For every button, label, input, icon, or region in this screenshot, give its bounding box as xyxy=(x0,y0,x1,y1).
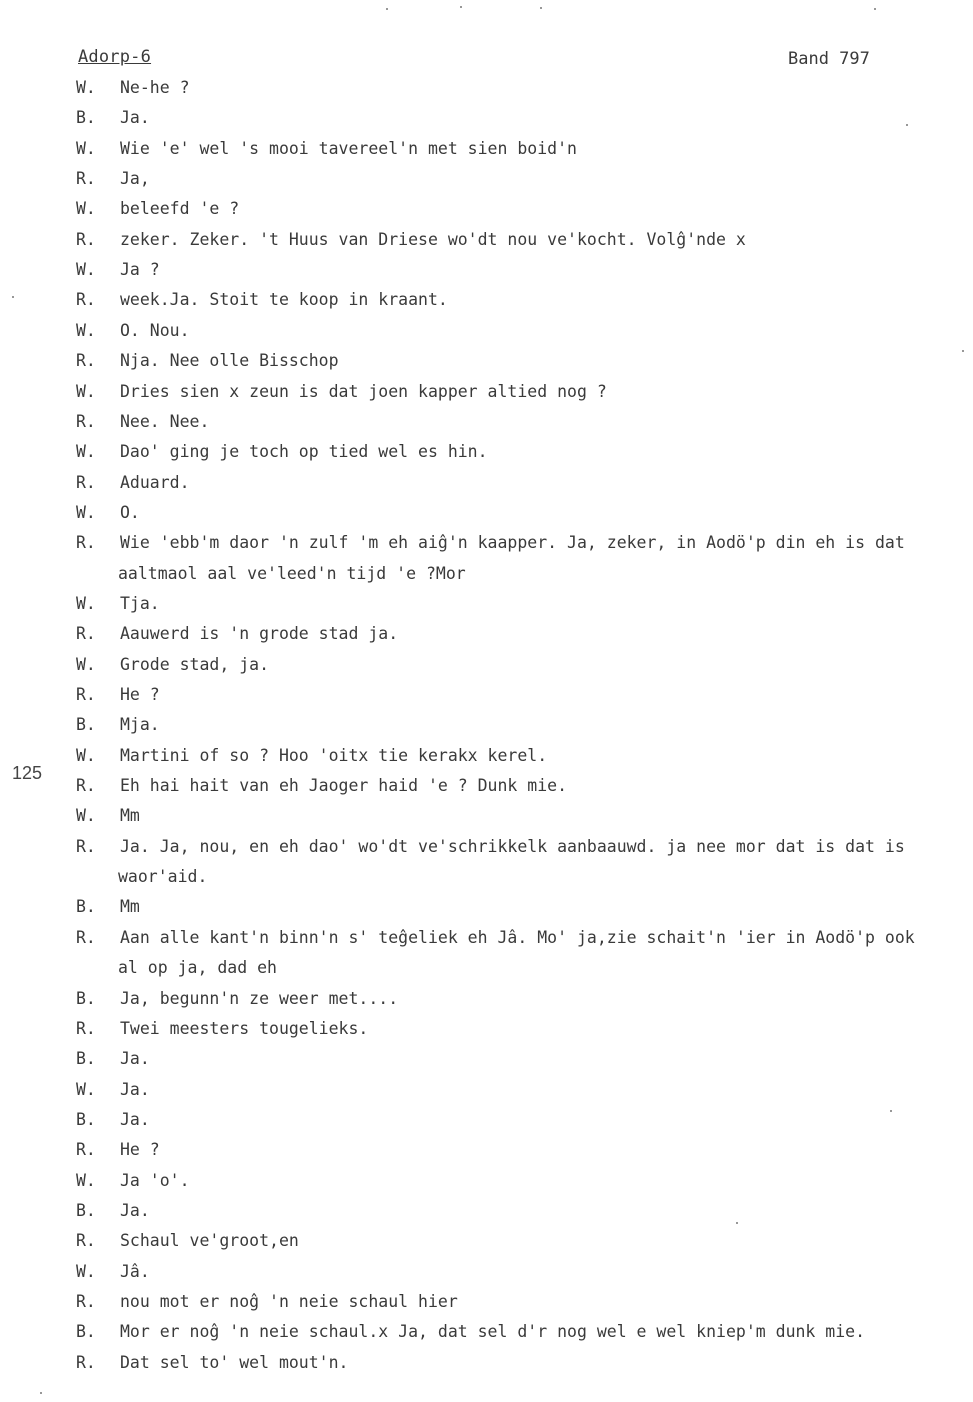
dialogue-line xyxy=(0,926,973,950)
scan-speck xyxy=(40,1392,42,1394)
speaker-label: R. xyxy=(76,928,96,947)
dialogue-line xyxy=(0,744,973,768)
dialogue-line xyxy=(0,440,973,464)
utterance-text: Mor er noĝ 'n neie schaul.x Ja, dat sel d'r nog wel e wel kniep'm dunk mie. xyxy=(120,1322,866,1341)
speaker-label: W. xyxy=(76,1262,96,1281)
speaker-label: B. xyxy=(76,1049,96,1068)
dialogue-line xyxy=(0,1260,973,1284)
dialogue-line xyxy=(0,531,973,555)
speaker-label: W. xyxy=(76,442,96,461)
utterance-text: Mm xyxy=(120,897,140,916)
utterance-text: week.Ja. Stoit te koop in kraant. xyxy=(120,290,448,309)
scan-speck xyxy=(736,1222,738,1224)
dialogue-line xyxy=(0,501,973,525)
dialogue-line xyxy=(0,1290,973,1314)
scan-speck xyxy=(874,8,876,10)
dialogue-line xyxy=(0,1017,973,1041)
speaker-label: R. xyxy=(76,230,96,249)
speaker-label: B. xyxy=(76,108,96,127)
utterance-text: Grode stad, ja. xyxy=(120,655,270,674)
scan-speck xyxy=(460,6,462,8)
dialogue-continuation xyxy=(0,956,973,980)
utterance-text: Ja. xyxy=(120,108,150,127)
speaker-label: R. xyxy=(76,1353,96,1372)
utterance-text: Aduard. xyxy=(120,473,190,492)
speaker-label: B. xyxy=(76,897,96,916)
dialogue-continuation xyxy=(0,865,973,889)
dialogue-line xyxy=(0,895,973,919)
utterance-text: zeker. Zeker. 't Huus van Driese wo'dt nou ve'kocht. Volĝ'nde x xyxy=(120,230,746,249)
speaker-label: W. xyxy=(76,746,96,765)
dialogue-line xyxy=(0,774,973,798)
speaker-label: W. xyxy=(76,594,96,613)
utterance-text: waor'aid. xyxy=(118,867,208,886)
speaker-label: W. xyxy=(76,655,96,674)
utterance-text: Ja ? xyxy=(120,260,160,279)
utterance-text: Wie 'ebb'm daor 'n zulf 'm eh aiĝ'n kaapper. Ja, zeker, in Aodö'p din eh is dat xyxy=(120,533,905,552)
utterance-text: Nja. Nee olle Bisschop xyxy=(120,351,339,370)
utterance-text: O. Nou. xyxy=(120,321,190,340)
utterance-text: Jâ. xyxy=(120,1262,150,1281)
speaker-label: R. xyxy=(76,290,96,309)
dialogue-line xyxy=(0,622,973,646)
dialogue-line xyxy=(0,653,973,677)
scan-speck xyxy=(962,350,964,352)
speaker-label: W. xyxy=(76,503,96,522)
speaker-label: W. xyxy=(76,1080,96,1099)
utterance-text: Eh hai hait van eh Jaoger haid 'e ? Dunk mie. xyxy=(120,776,568,795)
utterance-text: Ja, xyxy=(120,169,150,188)
utterance-text: aaltmaol aal ve'leed'n tijd 'e ?Mor xyxy=(118,564,466,583)
dialogue-line xyxy=(0,76,973,100)
dialogue-line xyxy=(0,471,973,495)
speaker-label: W. xyxy=(76,78,96,97)
dialogue-line xyxy=(0,1199,973,1223)
utterance-text: He ? xyxy=(120,685,160,704)
utterance-text: He ? xyxy=(120,1140,160,1159)
speaker-label: R. xyxy=(76,1292,96,1311)
utterance-text: Dao' ging je toch op tied wel es hin. xyxy=(120,442,488,461)
utterance-text: Ja. xyxy=(120,1049,150,1068)
dialogue-line xyxy=(0,319,973,343)
tape-number: Band 797 xyxy=(788,49,870,69)
utterance-text: Ja. xyxy=(120,1080,150,1099)
speaker-label: R. xyxy=(76,351,96,370)
dialogue-line xyxy=(0,1351,973,1375)
utterance-text: Tja. xyxy=(120,594,160,613)
speaker-label: B. xyxy=(76,715,96,734)
dialogue-line xyxy=(0,380,973,404)
dialogue-line xyxy=(0,1108,973,1132)
utterance-text: Aan alle kant'n binn'n s' teĝeliek eh Jâ. Mo' ja,zie schait'n 'ier in Aodö'p ook xyxy=(120,928,915,947)
utterance-text: Dries sien x zeun is dat joen kapper altied nog ? xyxy=(120,382,607,401)
speaker-label: B. xyxy=(76,989,96,1008)
utterance-text: Wie 'e' wel 's mooi tavereel'n met sien boid'n xyxy=(120,139,577,158)
utterance-text: O. xyxy=(120,503,140,522)
dialogue-line xyxy=(0,167,973,191)
speaker-label: R. xyxy=(76,1231,96,1250)
utterance-text: Ja. xyxy=(120,1110,150,1129)
dialogue-line xyxy=(0,288,973,312)
utterance-text: Martini of so ? Hoo 'oitx tie kerakx kerel. xyxy=(120,746,548,765)
speaker-label: R. xyxy=(76,776,96,795)
dialogue-line xyxy=(0,1138,973,1162)
speaker-label: W. xyxy=(76,382,96,401)
utterance-text: Schaul ve'groot,en xyxy=(120,1231,299,1250)
speaker-label: W. xyxy=(76,806,96,825)
speaker-label: R. xyxy=(76,685,96,704)
dialogue-line xyxy=(0,683,973,707)
utterance-text: Ja 'o'. xyxy=(120,1171,190,1190)
speaker-label: R. xyxy=(76,1140,96,1159)
dialogue-line xyxy=(0,137,973,161)
speaker-label: R. xyxy=(76,624,96,643)
speaker-label: R. xyxy=(76,169,96,188)
dialogue-line xyxy=(0,1320,973,1344)
speaker-label: R. xyxy=(76,412,96,431)
utterance-text: Ja, begunn'n ze weer met.... xyxy=(120,989,399,1008)
scan-speck xyxy=(540,7,542,9)
dialogue-line xyxy=(0,835,973,859)
utterance-text: al op ja, dad eh xyxy=(118,958,277,977)
speaker-label: B. xyxy=(76,1201,96,1220)
dialogue-line xyxy=(0,987,973,1011)
scan-speck xyxy=(12,296,14,298)
dialogue-line xyxy=(0,410,973,434)
utterance-text: Twei meesters tougelieks. xyxy=(120,1019,369,1038)
dialogue-line xyxy=(0,1229,973,1253)
speaker-label: R. xyxy=(76,473,96,492)
dialogue-line xyxy=(0,106,973,130)
speaker-label: B. xyxy=(76,1110,96,1129)
dialogue-line xyxy=(0,1047,973,1071)
utterance-text: Aauwerd is 'n grode stad ja. xyxy=(120,624,399,643)
dialogue-line xyxy=(0,1078,973,1102)
speaker-label: R. xyxy=(76,837,96,856)
document-id: Adorp-6 xyxy=(78,47,152,67)
speaker-label: W. xyxy=(76,199,96,218)
speaker-label: W. xyxy=(76,139,96,158)
utterance-text: beleefd 'e ? xyxy=(120,199,240,218)
dialogue-line xyxy=(0,349,973,373)
dialogue-line xyxy=(0,804,973,828)
scan-speck xyxy=(386,8,388,10)
speaker-label: W. xyxy=(76,321,96,340)
utterance-text: Ne-he ? xyxy=(120,78,190,97)
utterance-text: Ja. Ja, nou, en eh dao' wo'dt ve'schrikkelk aanbaauwd. ja nee mor dat is dat is xyxy=(120,837,905,856)
utterance-text: Mja. xyxy=(120,715,160,734)
margin-counter: 125 xyxy=(12,763,43,783)
speaker-label: B. xyxy=(76,1322,96,1341)
speaker-label: R. xyxy=(76,533,96,552)
utterance-text: Mm xyxy=(120,806,140,825)
dialogue-line xyxy=(0,228,973,252)
dialogue-line xyxy=(0,197,973,221)
speaker-label: W. xyxy=(76,1171,96,1190)
dialogue-line xyxy=(0,713,973,737)
speaker-label: W. xyxy=(76,260,96,279)
scan-speck xyxy=(906,124,908,126)
scan-speck xyxy=(890,1110,892,1112)
dialogue-line xyxy=(0,592,973,616)
utterance-text: Dat sel to' wel mout'n. xyxy=(120,1353,349,1372)
speaker-label: R. xyxy=(76,1019,96,1038)
dialogue-continuation xyxy=(0,562,973,586)
utterance-text: nou mot er noĝ 'n neie schaul hier xyxy=(120,1292,458,1311)
utterance-text: Ja. xyxy=(120,1201,150,1220)
dialogue-line xyxy=(0,1169,973,1193)
dialogue-line xyxy=(0,258,973,282)
utterance-text: Nee. Nee. xyxy=(120,412,210,431)
